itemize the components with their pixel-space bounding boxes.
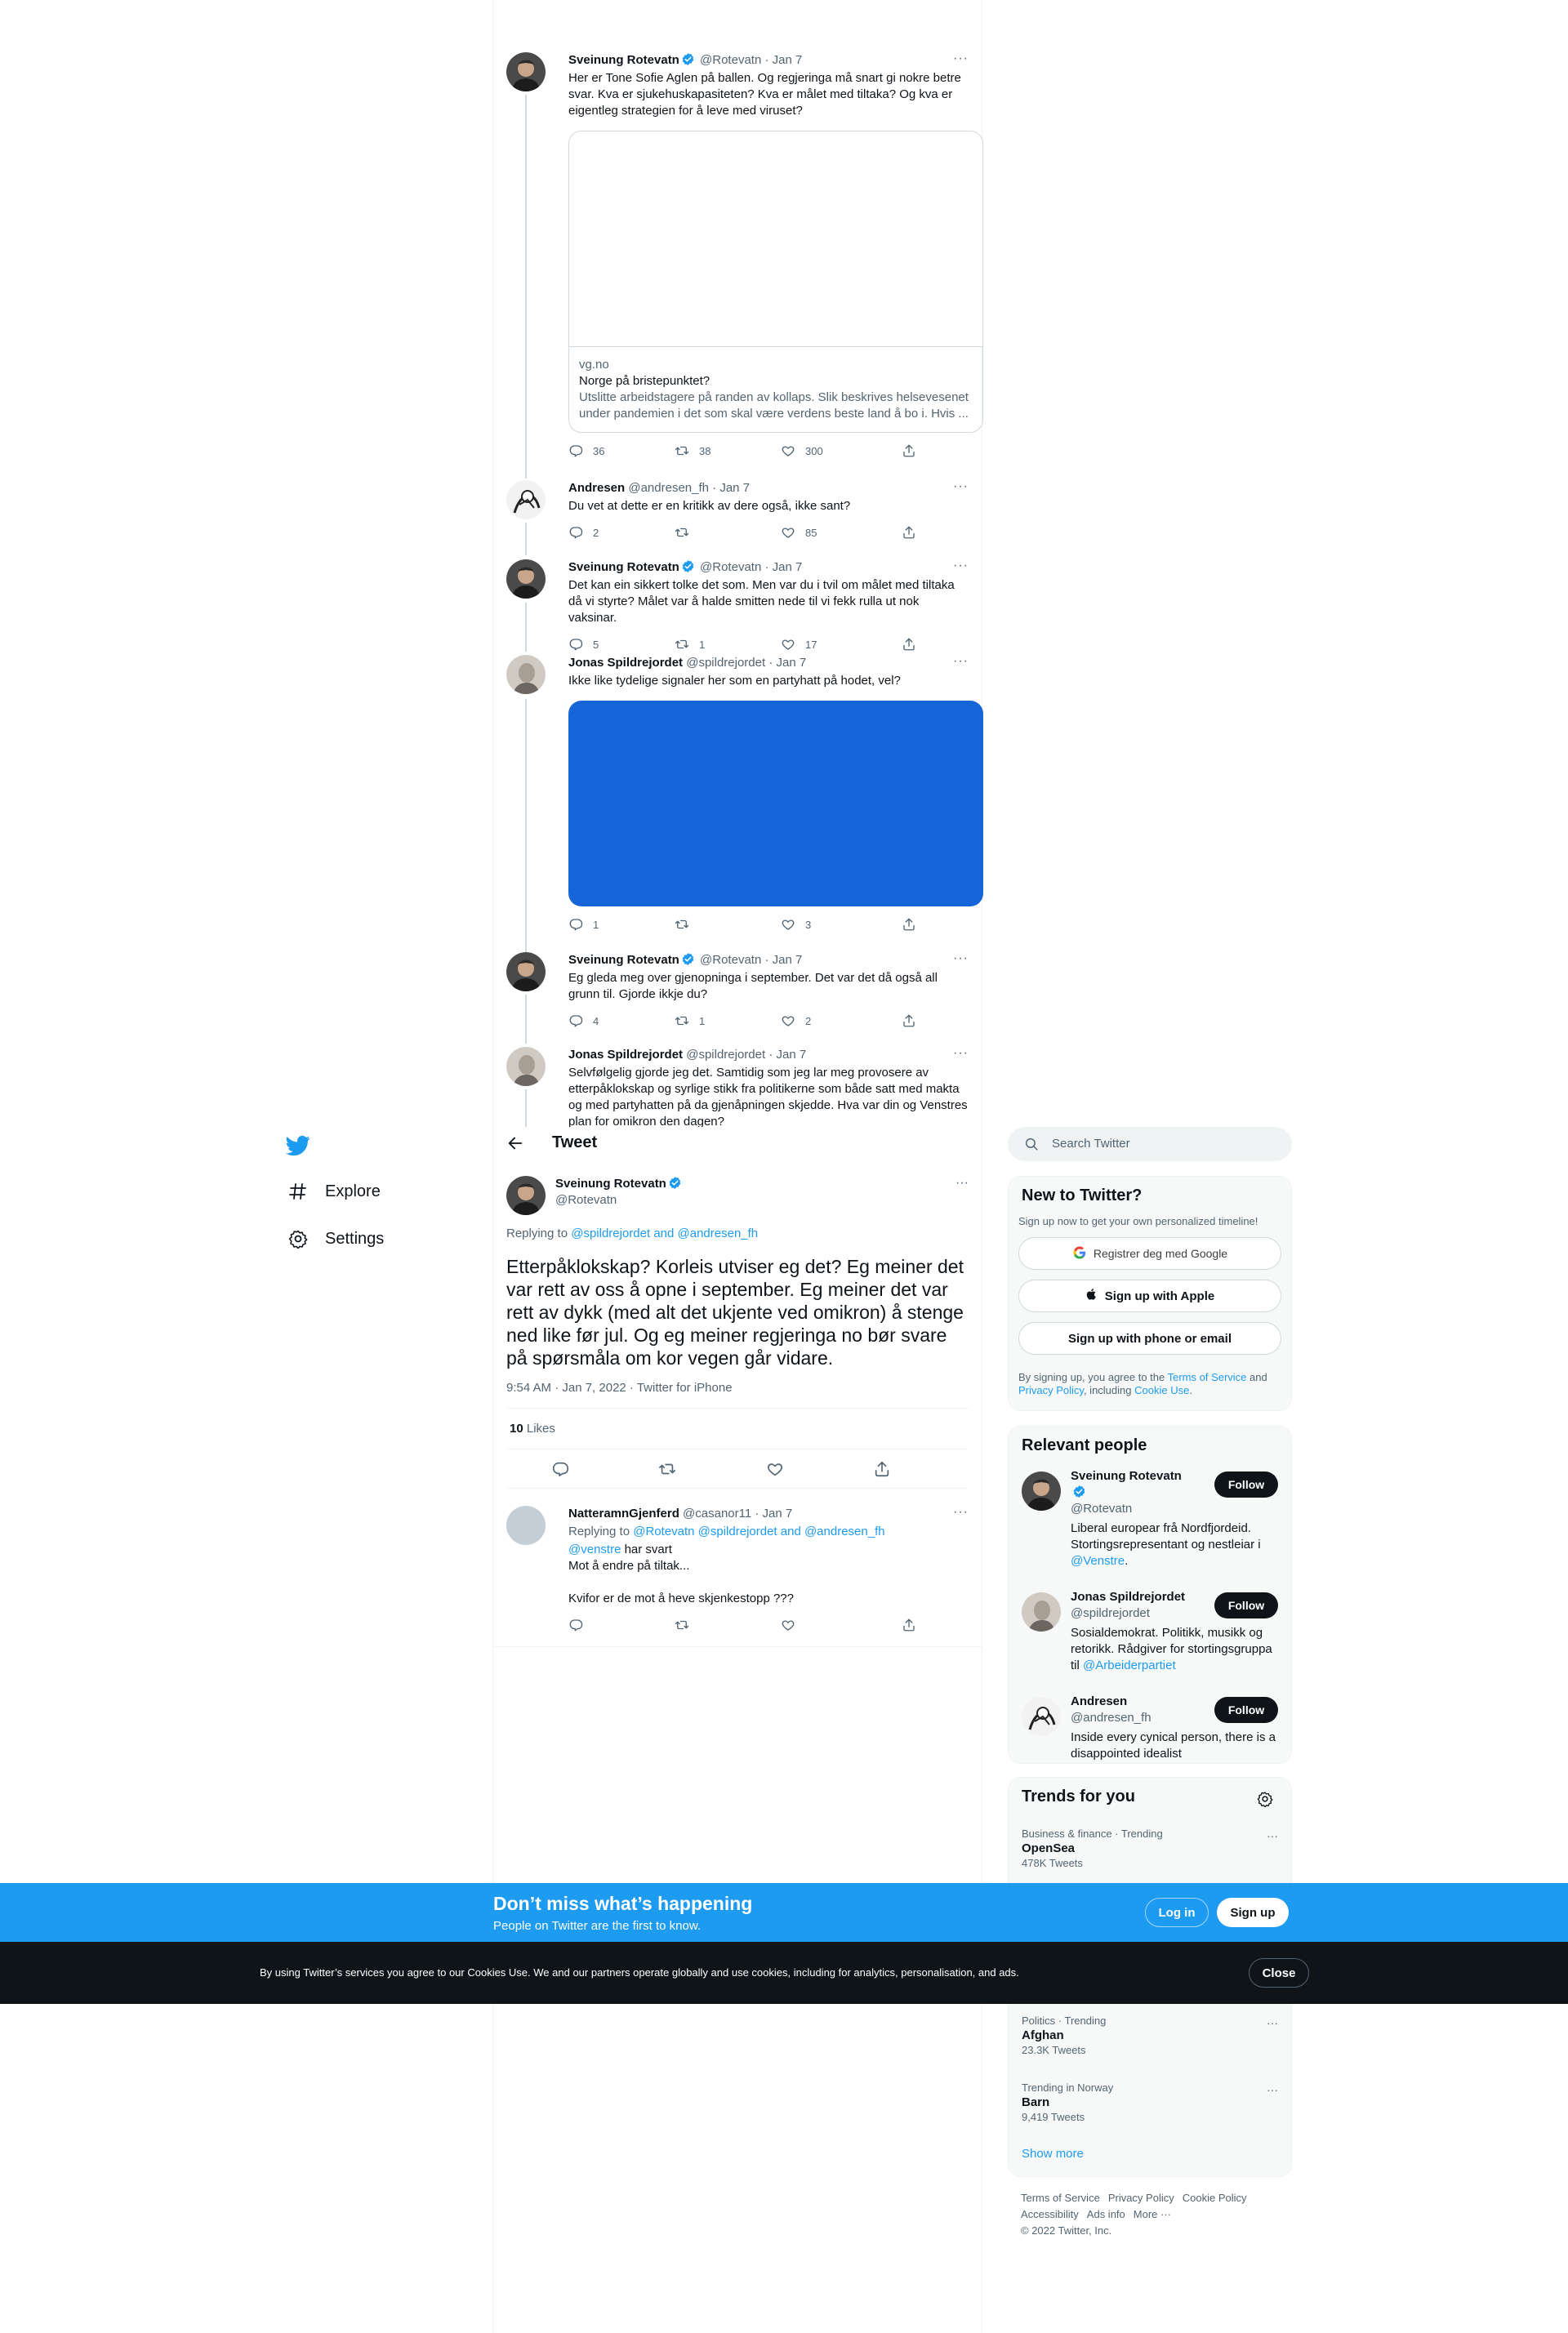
link-card-description: Utslitte arbeidstagere på randen av kollaps. Slik beskrives helsevesenet under pandemien i det som skal være verdens beste land å bo i. Hvis ... xyxy=(579,390,969,421)
person-card[interactable] xyxy=(1009,1458,1291,1579)
bio-link[interactable]: @Arbeiderpartiet xyxy=(1083,1658,1176,1672)
tweet-date[interactable]: · Jan 7 xyxy=(768,656,807,670)
reply-count: 36 xyxy=(593,444,605,457)
copyright: © 2022 Twitter, Inc. xyxy=(1021,2224,1112,2237)
like-icon xyxy=(781,1013,795,1028)
like-count: 300 xyxy=(805,444,823,457)
person-handle[interactable]: @Rotevatn xyxy=(1071,1502,1133,1516)
more-icon[interactable]: ··· xyxy=(956,1176,969,1190)
like-button[interactable]: 17 xyxy=(781,637,902,652)
share-icon xyxy=(902,443,916,458)
person-name[interactable]: Jonas Spildrejordet xyxy=(1071,1590,1186,1604)
share-icon xyxy=(902,637,916,652)
avatar[interactable] xyxy=(506,480,546,519)
reply-icon xyxy=(568,917,583,932)
apple-signup-button[interactable]: Sign up with Apple xyxy=(1018,1280,1281,1312)
author-name[interactable]: Sveinung Rotevatn xyxy=(568,53,679,67)
verified-badge-icon xyxy=(681,952,695,966)
like-icon xyxy=(781,443,795,458)
gear-icon xyxy=(287,1228,309,1249)
tweet-timestamp[interactable]: 9:54 AM · Jan 7, 2022 · Twitter for iPhone xyxy=(506,1381,969,1409)
like-icon xyxy=(781,917,795,932)
like-icon[interactable] xyxy=(765,1459,785,1479)
share-button[interactable] xyxy=(902,443,934,458)
nav-explore-label: Explore xyxy=(325,1182,381,1200)
trend-category: Politics · Trending xyxy=(1022,2015,1107,2027)
like-button[interactable]: 3 xyxy=(781,917,902,932)
banner-title: Don’t miss what’s happening xyxy=(493,1893,753,1914)
more-icon[interactable]: ··· xyxy=(953,654,969,668)
footer-link[interactable]: Ads info xyxy=(1086,2208,1125,2220)
back-arrow-icon[interactable] xyxy=(506,1134,524,1152)
like-icon xyxy=(781,637,795,652)
share-button[interactable] xyxy=(902,917,934,932)
like-button[interactable]: 85 xyxy=(781,525,902,540)
verified-badge-icon xyxy=(668,1176,682,1190)
tweet-date[interactable]: · Jan 7 xyxy=(712,481,751,495)
person-handle[interactable]: @spildrejordet xyxy=(1071,1606,1150,1620)
trend-category: Trending in Norway xyxy=(1022,2081,1114,2094)
hashtag-icon xyxy=(287,1181,309,1202)
bio-link[interactable]: @Venstre xyxy=(1071,1554,1125,1568)
retweet-button[interactable] xyxy=(675,443,781,458)
retweet-button[interactable] xyxy=(675,1618,781,1632)
google-icon xyxy=(1072,1245,1087,1262)
trend-name: OpenSea xyxy=(1022,1841,1076,1855)
author-name[interactable]: Jonas Spildrejordet xyxy=(568,1048,684,1062)
nav-explore[interactable] xyxy=(287,1181,381,1202)
author-handle[interactable]: @andresen_fh xyxy=(628,481,709,495)
follow-button[interactable]: Follow xyxy=(1214,1697,1278,1723)
person-card[interactable] xyxy=(1009,1579,1291,1684)
reply-icon xyxy=(568,1618,583,1632)
banner-subtitle: People on Twitter are the first to know. xyxy=(493,1919,702,1933)
share-button[interactable] xyxy=(902,525,934,540)
reply-icon xyxy=(568,443,583,458)
mention-link[interactable]: @venstre xyxy=(568,1543,621,1556)
more-icon[interactable]: ··· xyxy=(1267,2016,1278,2029)
follow-button[interactable]: Follow xyxy=(1214,1471,1278,1498)
share-button[interactable] xyxy=(902,1013,934,1028)
tweet-text: Eg gleda meg over gjenopninga i september. Det var det då også all grunn til. Gjorde ikkje du? xyxy=(568,971,938,1001)
signup-banner xyxy=(0,1883,1568,1942)
reply-button[interactable] xyxy=(568,443,675,458)
tweet-text: Du vet at dette er en kritikk av dere også, ikke sant? xyxy=(568,499,851,513)
phone-email-signup-button[interactable]: Sign up with phone or email xyxy=(1018,1322,1281,1355)
privacy-link[interactable]: Privacy Policy xyxy=(1018,1384,1084,1396)
tweet-text: Etterpåklokskap? Korleis utviser eg det? Eg meiner det var rett av oss å opne i september. Eg meiner det var rett av dykk (med alt det ukjente ved omikron) å stenge ned like før jul. Og eg meiner regjeringa no bør svare på spørsmåla om kor vegen går vidare. xyxy=(506,1256,964,1369)
replying-to: Replying to @spildrejordet and @andresen_fh xyxy=(506,1227,759,1240)
tweet-text: Det kan ein sikkert tolke det som. Men var du i tvil om målet med tiltaka då vi styrte? Målet var å halde smitten nede til vi fekk rulla ut nok vaksinar. xyxy=(568,578,955,625)
author-handle[interactable]: @Rotevatn xyxy=(700,560,762,574)
trend-count: 9,419 Tweets xyxy=(1022,2111,1085,2123)
panel-subtitle: Sign up now to get your own personalized timeline! xyxy=(1018,1215,1258,1227)
terms-link[interactable]: Terms of Service xyxy=(1167,1371,1247,1383)
avatar[interactable] xyxy=(506,559,546,599)
search-box[interactable] xyxy=(1008,1127,1292,1161)
apple-icon xyxy=(1085,1287,1098,1305)
author-name[interactable]: Jonas Spildrejordet xyxy=(568,656,684,670)
person-bio: Liberal europear frå Nordfjordeid. Stortingsrepresentant og nestleiar i @Venstre. xyxy=(1071,1521,1261,1568)
tweet-date[interactable]: · Jan 7 xyxy=(764,53,803,67)
footer-link[interactable]: Privacy Policy xyxy=(1107,2192,1174,2204)
follow-button[interactable]: Follow xyxy=(1214,1592,1278,1618)
signup-legal-text: By signing up, you agree to the Terms of Service and Privacy Policy, including Cookie Use. xyxy=(1018,1371,1267,1396)
trend-item[interactable] xyxy=(1009,2005,1291,2066)
share-button[interactable] xyxy=(902,1618,934,1632)
google-signup-button[interactable]: Registrer deg med Google xyxy=(1018,1237,1281,1270)
panel-title: Trends for you xyxy=(1022,1788,1135,1805)
trend-item[interactable] xyxy=(1009,1818,1291,1879)
link-card-title: Norge på bristepunktet? xyxy=(579,374,710,388)
person-handle[interactable]: @andresen_fh xyxy=(1071,1711,1152,1725)
author-name[interactable]: Sveinung Rotevatn xyxy=(568,953,679,967)
share-icon xyxy=(902,1618,916,1632)
nav-settings-label: Settings xyxy=(325,1229,385,1248)
tweet-text: Selvfølgelig gjorde jeg det. Samtidig som jeg lar meg provosere av etterpåklokskap og syrlige stikk fra politikerne som både satt med makta og med partyhatten på da gjenåpningen skjedde. Hva var din og Venstres plan for omikron den dagen? xyxy=(568,1066,968,1127)
show-more-link[interactable]: Show more xyxy=(1022,2147,1084,2161)
author-handle[interactable]: @casanor11 xyxy=(683,1507,752,1520)
signup-button[interactable]: Sign up xyxy=(1217,1898,1289,1927)
tweet-text: Ikke like tydelige signaler her som en partyhatt på hodet, vel? xyxy=(568,674,901,688)
more-icon[interactable]: ··· xyxy=(1267,2083,1278,2096)
reply-button[interactable]: 5 xyxy=(568,637,675,652)
retweet-icon[interactable] xyxy=(657,1459,677,1479)
tweet[interactable] xyxy=(493,1047,982,1127)
link-card-image xyxy=(569,131,982,347)
retweet-count: 38 xyxy=(699,444,711,457)
more-icon[interactable]: ··· xyxy=(953,1047,969,1060)
author-handle[interactable]: @spildrejordet xyxy=(686,656,766,670)
trend-name: Afghan xyxy=(1022,2028,1064,2042)
retweet-icon xyxy=(675,637,689,652)
tweet[interactable] xyxy=(493,559,982,652)
avatar[interactable] xyxy=(1022,1471,1061,1511)
page-header xyxy=(493,1127,982,1163)
replying-to-link[interactable]: @spildrejordet and @andresen_fh xyxy=(571,1227,759,1240)
avatar[interactable] xyxy=(506,1047,546,1086)
twitter-logo-icon[interactable] xyxy=(286,1133,310,1158)
like-button[interactable]: 2 xyxy=(781,1013,902,1028)
tweet[interactable] xyxy=(493,52,982,459)
person-bio: Inside every cynical person, there is a disappointed idealist xyxy=(1071,1730,1276,1761)
link-card[interactable] xyxy=(568,131,983,433)
avatar[interactable] xyxy=(506,52,546,91)
person-bio: Sosialdemokrat. Politikk, musikk og retorikk. Rådgiver for stortingsgruppa til @Arbeiderpartiet xyxy=(1071,1626,1272,1672)
share-icon[interactable] xyxy=(872,1459,892,1479)
trend-count: 23.3K Tweets xyxy=(1022,2044,1086,2056)
person-card[interactable] xyxy=(1009,1684,1291,1772)
tweet-text: @venstre har svart Mot å endre på tiltak... Kvifor er de mot å heve skjenkestopp ??? xyxy=(568,1543,794,1605)
nav-settings[interactable] xyxy=(287,1228,384,1249)
retweet-icon xyxy=(675,1013,689,1028)
retweet-icon xyxy=(675,525,689,540)
avatar[interactable] xyxy=(1022,1592,1061,1632)
more-icon[interactable]: ··· xyxy=(953,479,969,493)
tweet-media[interactable] xyxy=(568,701,983,906)
more-icon[interactable]: ··· xyxy=(953,1505,969,1519)
author-handle[interactable]: @Rotevatn xyxy=(700,953,762,967)
retweet-icon xyxy=(675,1618,689,1632)
action-bar xyxy=(506,1449,969,1489)
footer-link[interactable]: Cookie Policy xyxy=(1182,2192,1247,2204)
close-button[interactable]: Close xyxy=(1249,1958,1309,1988)
verified-badge-icon xyxy=(1072,1485,1086,1498)
more-icon[interactable]: ··· xyxy=(1267,1829,1278,1842)
tweet[interactable] xyxy=(493,655,982,933)
author-name[interactable]: NatteramnGjenferd xyxy=(568,1507,679,1520)
author-handle[interactable]: @Rotevatn xyxy=(700,53,762,67)
author-name[interactable]: Andresen xyxy=(568,481,626,495)
like-button[interactable] xyxy=(781,443,902,458)
reply-button[interactable]: 1 xyxy=(568,917,675,932)
reply-icon[interactable] xyxy=(550,1459,570,1479)
cookie-message: By using Twitter’s services you agree to our Cookies Use. We and our partners operate globally and use cookies, including for analytics, personalisation, and ads. xyxy=(260,1966,1019,1979)
login-button[interactable]: Log in xyxy=(1145,1898,1209,1927)
replying-to-link[interactable]: @Rotevatn @spildrejordet and @andresen_fh xyxy=(633,1525,885,1538)
tweet-date[interactable]: · Jan 7 xyxy=(768,1048,807,1062)
replying-to: Replying to @Rotevatn @spildrejordet and @andresen_fh xyxy=(568,1525,885,1538)
page-title: Tweet xyxy=(552,1133,598,1151)
tweet-date[interactable]: · Jan 7 xyxy=(755,1507,793,1520)
author-handle[interactable]: @spildrejordet xyxy=(686,1048,766,1062)
reply-icon xyxy=(568,1013,583,1028)
like-button[interactable] xyxy=(781,1618,902,1632)
trend-item[interactable] xyxy=(1009,2072,1291,2133)
tweet[interactable] xyxy=(493,480,982,541)
person-name[interactable]: Sveinung Rotevatn xyxy=(1071,1469,1182,1483)
tweet-date[interactable]: · Jan 7 xyxy=(764,953,803,967)
retweet-icon xyxy=(675,917,689,932)
reply-button[interactable] xyxy=(568,1618,675,1632)
panel-title: Relevant people xyxy=(1022,1436,1147,1454)
avatar[interactable] xyxy=(506,1176,546,1215)
tweet-text: Her er Tone Sofie Aglen på ballen. Og regjeringa må snart gi nokre betre svar. Kva er sjukehuskapasiteten? Kva er målet med tiltaka? Og kva er eigentleg strategien for å leve med viruset? xyxy=(568,71,961,118)
reply-tweet[interactable] xyxy=(493,1494,982,1647)
panel-title: New to Twitter? xyxy=(1022,1187,1143,1204)
verified-badge-icon xyxy=(681,559,695,573)
author-handle[interactable]: @Rotevatn xyxy=(555,1193,617,1207)
verified-badge-icon xyxy=(681,52,695,66)
focal-tweet xyxy=(493,1169,982,1489)
trends-settings-gear-icon[interactable] xyxy=(1257,1791,1273,1811)
share-icon xyxy=(902,1013,916,1028)
author-name[interactable]: Sveinung Rotevatn xyxy=(555,1177,666,1191)
retweet-button[interactable] xyxy=(675,917,781,932)
avatar[interactable] xyxy=(1022,1697,1061,1736)
avatar[interactable] xyxy=(506,1506,546,1545)
retweet-button[interactable]: 1 xyxy=(675,637,781,652)
reply-button[interactable]: 4 xyxy=(568,1013,675,1028)
more-icon[interactable]: ··· xyxy=(953,951,969,965)
person-name[interactable]: Andresen xyxy=(1071,1694,1128,1708)
sidebar-footer xyxy=(1021,2190,1282,2239)
like-icon xyxy=(781,1618,795,1632)
new-to-twitter-panel xyxy=(1008,1176,1292,1411)
footer-link[interactable]: More ··· xyxy=(1133,2208,1171,2220)
reply-icon xyxy=(568,637,583,652)
search-placeholder: Search Twitter xyxy=(1052,1137,1130,1151)
trend-count: 478K Tweets xyxy=(1022,1857,1083,1869)
cookie-banner xyxy=(0,1942,1568,2004)
trend-name: Barn xyxy=(1022,2095,1050,2109)
reply-button[interactable]: 2 xyxy=(568,525,675,540)
retweet-icon xyxy=(675,443,689,458)
share-icon xyxy=(902,917,916,932)
retweet-button[interactable]: 1 xyxy=(675,1013,781,1028)
footer-link[interactable]: Accessibility xyxy=(1021,2208,1079,2220)
cookie-use-link[interactable]: Cookie Use xyxy=(1134,1384,1190,1396)
footer-link[interactable]: Terms of Service xyxy=(1021,2192,1100,2204)
tweet[interactable] xyxy=(493,952,982,1029)
more-icon[interactable]: ··· xyxy=(953,559,969,572)
likes-count[interactable]: 10 Likes xyxy=(506,1409,969,1449)
search-icon xyxy=(1024,1137,1039,1151)
link-card-domain: vg.no xyxy=(579,358,609,372)
avatar[interactable] xyxy=(506,952,546,991)
trend-category: Business & finance · Trending xyxy=(1022,1828,1163,1840)
avatar[interactable] xyxy=(506,655,546,694)
reply-icon xyxy=(568,525,583,540)
author-name[interactable]: Sveinung Rotevatn xyxy=(568,560,679,574)
share-button[interactable] xyxy=(902,637,934,652)
tweet-date[interactable]: · Jan 7 xyxy=(764,560,803,574)
more-icon[interactable]: ··· xyxy=(953,51,969,65)
retweet-button[interactable] xyxy=(675,525,781,540)
relevant-people-panel xyxy=(1008,1426,1292,1764)
like-icon xyxy=(781,525,795,540)
share-icon xyxy=(902,525,916,540)
